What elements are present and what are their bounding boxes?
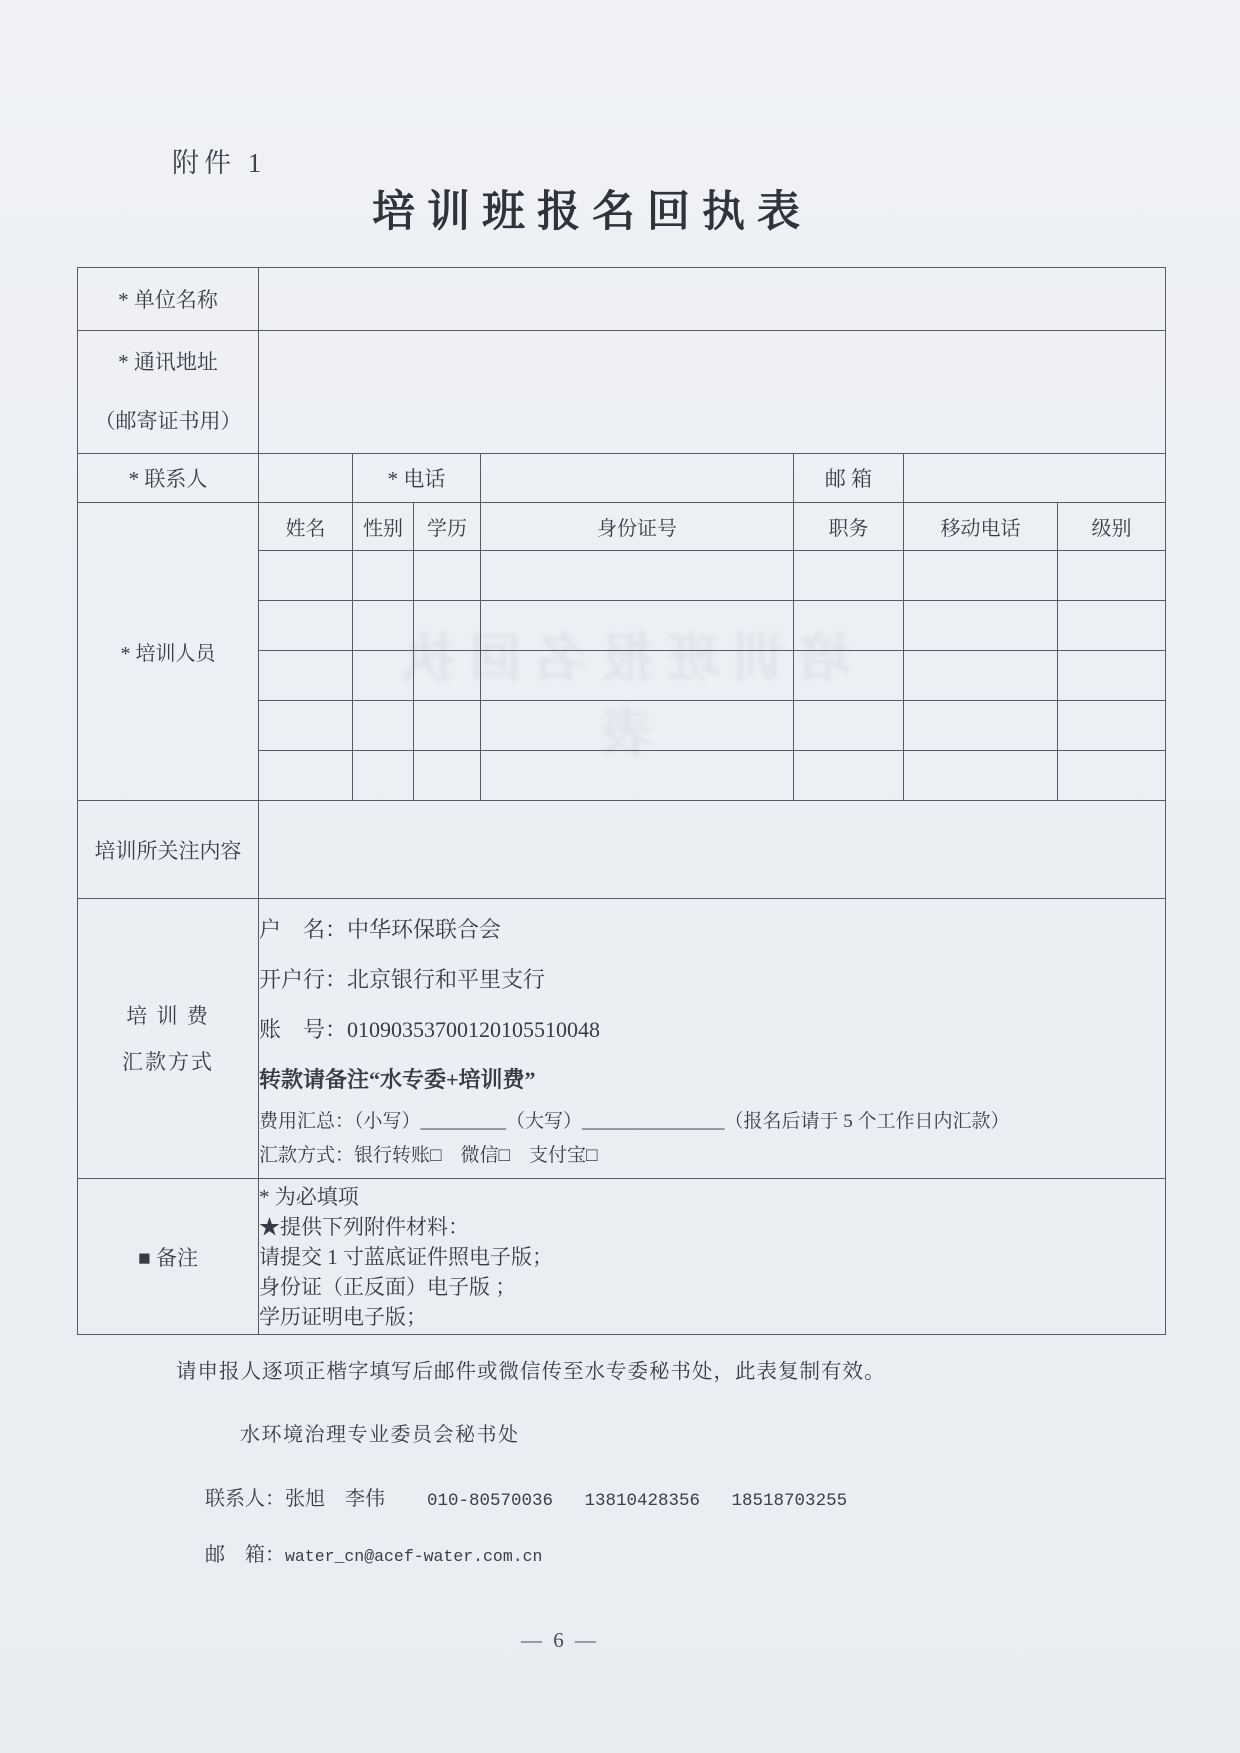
trainee-cell [904,651,1058,701]
fee-account-name: 户 名：中华环保联合会 [259,916,502,942]
contacts-phone-numbers: 010-80570036 13810428356 18518703255 [427,1491,848,1511]
focus-label: 培训所关注内容 [78,801,259,899]
focus-value-cell [259,801,1166,899]
fee-label-line1: 培 训 费 [126,1003,210,1028]
trainee-col-gender: 性别 [353,503,414,551]
note-item: ★提供下列附件材料： [259,1214,469,1239]
trainee-cell [259,551,353,601]
contact-person-value-cell [259,454,353,503]
trainees-label: * 培训人员 [78,503,259,801]
trainee-cell [353,701,414,751]
address-label-line1: * 通讯地址 [118,350,218,374]
note-item: 身份证（正反面）电子版 ； [259,1274,517,1299]
registration-form-table [77,267,1166,1335]
trainee-cell [904,601,1058,651]
trainee-col-name: 姓名 [259,503,353,551]
trainee-cell [904,551,1058,601]
trainee-cell [1058,701,1166,751]
trainee-cell [259,601,353,651]
fee-details-cell [259,899,1166,1179]
address-row [78,331,1166,454]
fee-account-number: 账 号：01090353700120105510048 [259,1016,601,1042]
trainee-cell [1058,751,1166,801]
unit-name-row [78,268,1166,331]
trainee-cell [1058,651,1166,701]
unit-name-value-cell [259,268,1166,331]
trainee-cell [794,551,904,601]
trainee-cell [481,751,794,801]
address-value-cell [259,331,1166,454]
trainee-col-mobile: 移动电话 [904,503,1058,551]
trainee-cell [481,651,794,701]
notes-row [78,1179,1166,1335]
fee-transfer-remark: 转款请备注“水专委+培训费” [259,1066,536,1092]
trainee-cell [353,751,414,801]
phone-label: * 电话 [353,454,481,503]
trainee-cell [353,601,414,651]
trainee-cell [1058,551,1166,601]
trainee-cell [414,701,481,751]
trainee-cell [481,551,794,601]
trainee-cell [414,551,481,601]
focus-row [78,801,1166,899]
email-line [205,1538,542,1567]
note-item: 请提交 1 寸蓝底证件照电子版； [259,1244,553,1269]
phone-value-cell [481,454,794,503]
contact-person-label: * 联系人 [78,454,259,503]
trainee-cell [414,751,481,801]
fee-bank: 开户行：北京银行和平里支行 [259,966,546,992]
contact-row [78,454,1166,503]
notes-label: ■ 备注 [78,1179,259,1335]
fee-label-line2: 汇款方式 [122,1049,214,1074]
notes-cell [259,1179,1166,1335]
page-title: 培训班报名回执表 [372,189,812,236]
trainee-header-row [78,503,1166,551]
trainee-cell [794,601,904,651]
address-label-line2: （邮寄证书用） [94,409,242,433]
fee-row [78,899,1166,1179]
trainee-cell [259,651,353,701]
fee-total-line: 费用汇总：（小写）_________（大写）_______________（报名后请于 5 个工作日内汇款） [259,1110,1010,1132]
trainee-col-education: 学历 [414,503,481,551]
attachment-label: 附件 1 [172,148,267,178]
trainee-cell [414,651,481,701]
contacts-line [205,1482,847,1511]
trainee-cell [794,751,904,801]
trainee-col-level: 级别 [1058,503,1166,551]
trainee-cell [481,701,794,751]
trainee-cell [414,601,481,651]
page-number: — 6 — [521,1628,599,1652]
trainee-cell [904,701,1058,751]
trainee-cell [794,701,904,751]
trainee-cell [794,651,904,701]
trainee-cell [353,551,414,601]
trainee-col-id-number: 身份证号 [481,503,794,551]
secretariat-name: 水环境治理专业委员会秘书处 [240,1424,520,1446]
trainee-cell [481,601,794,651]
trainee-cell [259,751,353,801]
bleed-through-ghost-text: 培训班报名回执表 [389,631,852,763]
address-label [78,331,259,454]
email-label: 邮 箱 [794,454,904,503]
fee-label [78,899,259,1179]
unit-name-label: * 单位名称 [78,268,259,331]
note-item: 学历证明电子版； [259,1304,427,1329]
trainee-col-position: 职务 [794,503,904,551]
trainee-cell [353,651,414,701]
trainee-cell [1058,601,1166,651]
contacts-names: 联系人：张旭 李伟 [205,1488,385,1510]
trainee-cell [259,701,353,751]
email-value-cell [904,454,1166,503]
email-address: water_cn@acef-water.com.cn [285,1547,543,1566]
trainee-cell [904,751,1058,801]
fee-methods-line: 汇款方式：银行转账□ 微信□ 支付宝□ [259,1144,598,1166]
note-item: * 为必填项 [259,1184,359,1209]
fill-instruction: 请申报人逐项正楷字填写后邮件或微信传至水专委秘书处，此表复制有效。 [176,1361,886,1383]
email-line-label: 邮 箱： [205,1544,285,1566]
